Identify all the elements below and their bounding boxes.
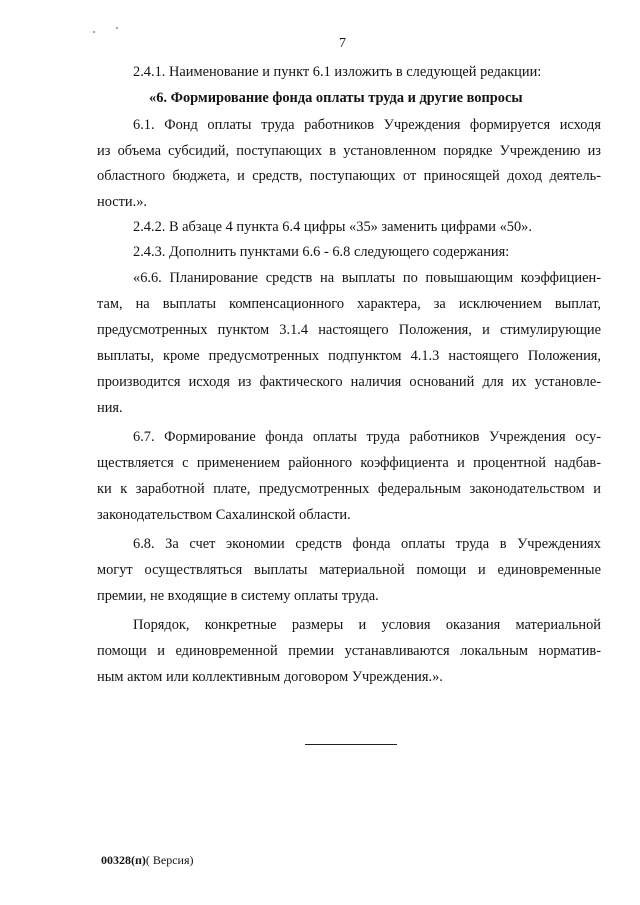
document-footer: [101, 853, 194, 868]
paragraph-line: там, на выплаты компенсационного характера, за исключением выплат,: [97, 296, 601, 312]
paragraph-line: премии, не входящие в систему оплаты труда.: [97, 588, 379, 604]
paragraph-line: ния.: [97, 400, 123, 416]
paragraph-line: производится исходя из фактического наличия оснований для их установле-: [97, 374, 601, 390]
scan-speck: [93, 31, 95, 33]
end-divider: [305, 744, 397, 745]
page-number: 7: [339, 36, 346, 51]
paragraph-line: Порядок, конкретные размеры и условия оказания материальной: [133, 617, 601, 633]
paragraph-line: ки к заработной плате, предусмотренных федеральным законодательством и: [97, 481, 601, 497]
paragraph-line: ности.».: [97, 194, 148, 210]
paragraph-line: 6.8. За счет экономии средств фонда оплаты труда в Учреждениях: [133, 536, 601, 552]
paragraph-line: могут осуществляться выплаты материальной помощи и единовременные: [97, 562, 601, 578]
paragraph-line: предусмотренных пунктом 3.1.4 настоящего Положения, и стимулирующие: [97, 322, 601, 338]
paragraph-line: областного бюджета, и средств, поступающих от приносящей доход деятель-: [97, 168, 601, 184]
scan-speck: [116, 27, 118, 29]
paragraph-line: ным актом или коллективным договором Учреждения.».: [97, 669, 443, 685]
paragraph-line: 2.4.1. Наименование и пункт 6.1 изложить в следующей редакции:: [133, 64, 542, 80]
paragraph-line: 6.7. Формирование фонда оплаты труда работников Учреждения осу-: [133, 429, 601, 445]
paragraph-line: выплаты, кроме предусмотренных подпунктом 4.1.3 настоящего Положения,: [97, 348, 601, 364]
paragraph-line: 2.4.3. Дополнить пунктами 6.6 - 6.8 следующего содержания:: [133, 244, 510, 260]
paragraph-line: ществляется с применением районного коэффициента и процентной надбав-: [97, 455, 601, 471]
footer-version: ( Версия): [145, 853, 194, 867]
paragraph-line: 6.1. Фонд оплаты труда работников Учреждения формируется исходя: [133, 117, 601, 133]
paragraph-line: законодательством Сахалинской области.: [97, 507, 351, 523]
paragraph-line: «6.6. Планирование средств на выплаты по повышающим коэффициен-: [133, 270, 601, 286]
paragraph-line: 2.4.2. В абзаце 4 пункта 6.4 цифры «35» заменить цифрами «50».: [133, 219, 532, 235]
section-heading: «6. Формирование фонда оплаты труда и другие вопросы: [149, 90, 523, 106]
paragraph-line: помощи и единовременной премии устанавливаются локальным норматив-: [97, 643, 601, 659]
paragraph-line: из объема субсидий, поступающих в установленном порядке Учреждению из: [97, 143, 601, 159]
footer-code: 00328(п): [101, 853, 146, 867]
